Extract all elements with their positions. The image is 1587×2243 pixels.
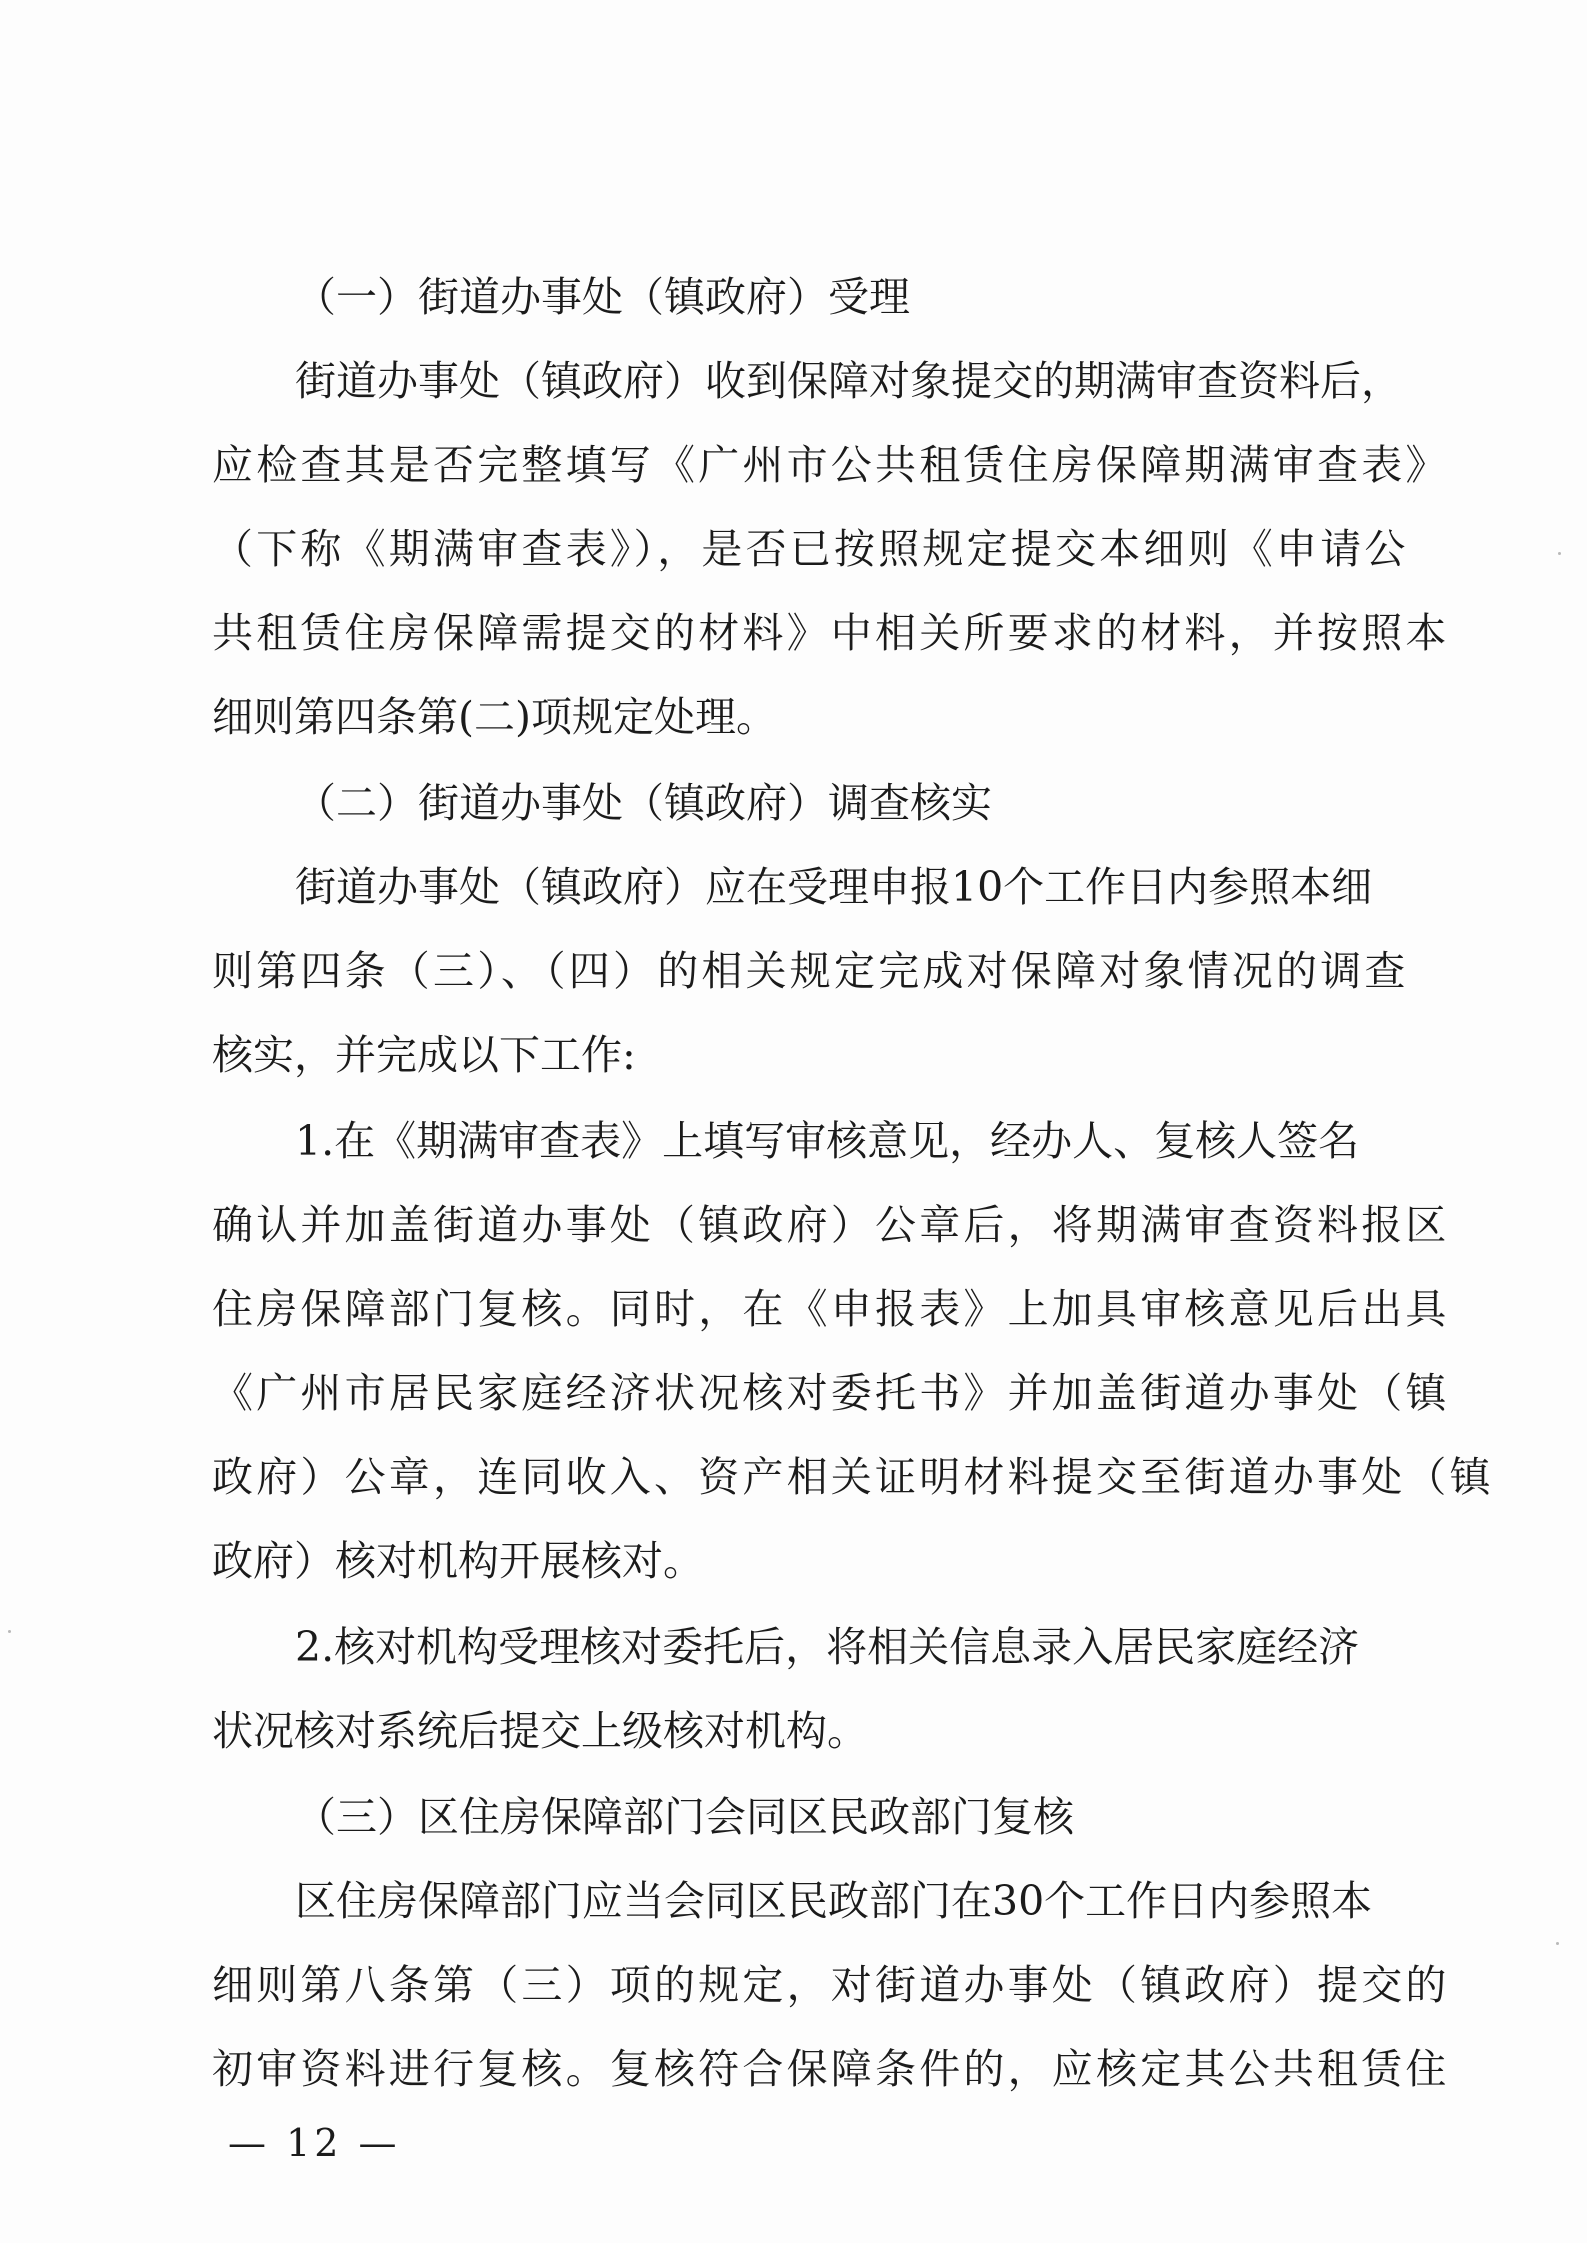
paragraph-1-line-1: 街道办事处（镇政府）收到保障对象提交的期满审查资料后， (295, 357, 1402, 405)
page-number: — 12 — (228, 2121, 401, 2165)
item-2-line-1: 2.核对机构受理核对委托后，将相关信息录入居民家庭经济 (295, 1623, 1360, 1671)
paragraph-3-line-2: 细则第八条第（三）项的规定，对街道办事处（镇政府）提交的 (212, 1961, 1450, 2009)
item-1-line-1: 1.在《期满审查表》上填写审核意见，经办人、复核人签名 (295, 1117, 1360, 1165)
paragraph-1-line-2: 应检查其是否完整填写《广州市公共租赁住房保障期满审查表》 (212, 441, 1450, 489)
heading-section-2: （二）街道办事处（镇政府）调查核实 (295, 779, 992, 827)
item-1-line-2: 确认并加盖街道办事处（镇政府）公章后，将期满审查资料报区 (212, 1201, 1450, 1249)
scan-speck (1556, 1942, 1559, 1945)
paragraph-3-line-3: 初审资料进行复核。复核符合保障条件的，应核定其公共租赁住 (212, 2045, 1450, 2093)
scan-speck (1558, 552, 1561, 555)
paragraph-1-line-3: （下称《期满审查表》），是否已按照规定提交本细则《申请公 (212, 525, 1409, 573)
scan-speck (8, 1630, 11, 1633)
heading-section-1: （一）街道办事处（镇政府）受理 (295, 273, 910, 321)
paragraph-2-line-2: 则第四条（三）、（四）的相关规定完成对保障对象情况的调查 (212, 947, 1409, 995)
item-1-line-6: 政府）核对机构开展核对。 (212, 1537, 704, 1585)
item-1-line-4: 《广州市居民家庭经济状况核对委托书》并加盖街道办事处（镇 (212, 1369, 1450, 1417)
item-1-line-3: 住房保障部门复核。同时，在《申报表》上加具审核意见后出具 (212, 1285, 1450, 1333)
paragraph-2-line-1: 街道办事处（镇政府）应在受理申报10个工作日内参照本细 (295, 863, 1373, 911)
paragraph-1-line-5: 细则第四条第(二)项规定处理。 (212, 693, 777, 741)
paragraph-2-line-3: 核实，并完成以下工作: (212, 1031, 636, 1079)
paragraph-1-line-4: 共租赁住房保障需提交的材料》中相关所要求的材料，并按照本 (212, 609, 1450, 657)
item-2-line-2: 状况核对系统后提交上级核对机构。 (212, 1707, 868, 1755)
item-1-line-5: 政府）公章，连同收入、资产相关证明材料提交至街道办事处（镇 (212, 1453, 1494, 1501)
paragraph-3-line-1: 区住房保障部门应当会同区民政部门在30个工作日内参照本 (295, 1877, 1373, 1925)
heading-section-3: （三）区住房保障部门会同区民政部门复核 (295, 1793, 1074, 1841)
